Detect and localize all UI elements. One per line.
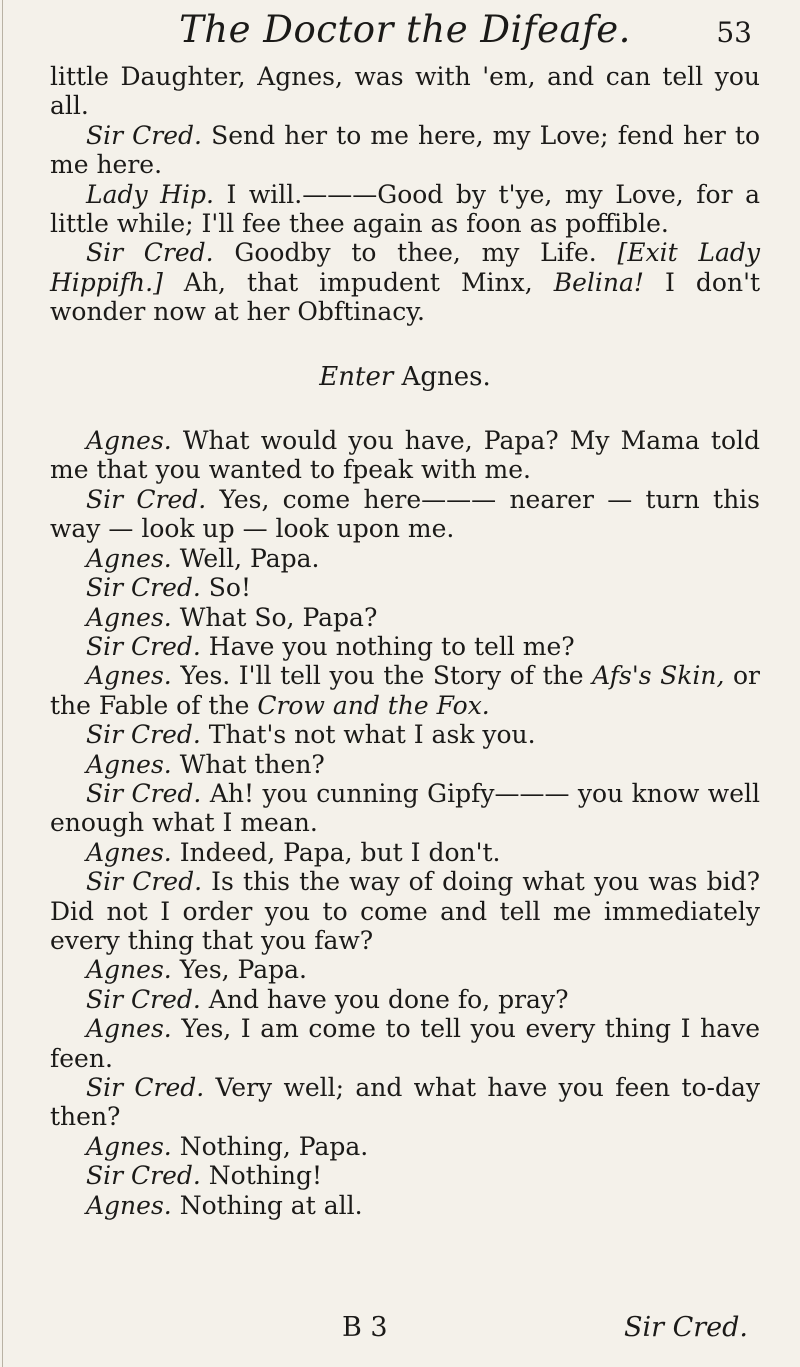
speech-text: Yes, Papa.: [179, 955, 307, 985]
stage-entry-label: Enter: [319, 361, 394, 392]
dialogue-line: [50, 573, 760, 602]
story-title: Afs's Skin,: [592, 661, 725, 691]
speech-text: What would you have, Papa? My Mama told me that you wanted to fpeak with me.: [50, 426, 760, 485]
speaker-name: Sir Cred.: [86, 720, 201, 750]
speech-text: Yes. I'll tell you the Story of the: [180, 661, 584, 691]
passage-0: [50, 62, 760, 121]
speech-text: Nothing!: [208, 1161, 323, 1191]
speech-text: Send her to me here, my Love; fend her to me here.: [50, 120, 760, 180]
speaker-name: Agnes.: [86, 837, 172, 867]
speaker-name: Agnes.: [86, 661, 172, 691]
page-footer: [50, 1312, 760, 1352]
speech-text: Well, Papa.: [179, 543, 320, 573]
speaker-name: Agnes.: [86, 1014, 172, 1044]
speaker-name: Agnes.: [86, 602, 172, 632]
passage-1: [50, 121, 760, 180]
speech-text: Nothing, Papa.: [179, 1131, 369, 1161]
stage-entry: [50, 363, 760, 392]
passage-3: [50, 238, 760, 326]
dialogue-line: [50, 1132, 760, 1161]
speech-text: I don't wonder now at her Obftinacy.: [50, 267, 760, 327]
speech-text: Is this the way of doing what you was bid? Did not I order you to come and tell me immediately every thing that you faw?: [50, 867, 761, 955]
speech-text: What then?: [179, 749, 325, 779]
dialogue-line: [50, 1161, 760, 1190]
emphasis-name: Belina!: [553, 267, 644, 297]
speech-text: Have you nothing to tell me?: [208, 631, 575, 661]
dialogue-line: [50, 426, 760, 485]
running-title: The Doctor the Difeafe.: [179, 8, 631, 51]
speaker-name: Agnes.: [86, 1190, 172, 1220]
dialogue-line: [50, 720, 760, 749]
speech-text: Yes, I am come to tell you every thing I have feen.: [50, 1014, 760, 1073]
speaker-name: Sir Cred.: [86, 631, 201, 661]
speaker-name: Sir Cred.: [86, 120, 202, 150]
speaker-name: Sir Cred.: [86, 573, 201, 603]
speaker-name: Sir Cred.: [86, 1073, 205, 1102]
speaker-name: Sir Cred.: [86, 484, 207, 514]
speech-text: That's not what I ask you.: [208, 720, 536, 750]
dialogue-line: [50, 955, 760, 984]
dialogue-line: [50, 838, 760, 867]
signature-mark: B 3: [342, 1312, 388, 1343]
speech-text: So!: [208, 573, 252, 603]
speaker-name: Sir Cred.: [86, 778, 202, 808]
dialogue-line: [50, 779, 760, 838]
dialogue-line: [50, 1191, 760, 1220]
dialogue-line: [50, 485, 760, 544]
speech-text: or the Fable of the: [50, 661, 761, 720]
speaker-name: Agnes.: [86, 955, 172, 985]
play-text: [50, 62, 760, 1220]
speech-text: What So, Papa?: [179, 602, 378, 632]
speaker-name: Sir Cred.: [86, 238, 214, 268]
page-header: [50, 0, 760, 62]
dialogue-line: [50, 661, 760, 720]
passage-text: little Daughter, Agnes, was with 'em, and can tell you all.: [50, 62, 760, 121]
speech-text: Ah! you cunning Gipfy——— you know well enough what I mean.: [50, 778, 760, 838]
dialogue-line: [50, 867, 760, 955]
dialogue-line: [50, 1073, 760, 1132]
speech-text: Nothing at all.: [179, 1190, 363, 1220]
speaker-name: Sir Cred.: [86, 867, 203, 897]
fable-title: Crow and the Fox.: [257, 690, 490, 720]
speech-text: Very well; and what have you feen to-day then?: [50, 1073, 761, 1132]
speaker-name: Agnes.: [86, 1131, 172, 1161]
stage-direction: [Exit Lady Hippifh.]: [50, 238, 761, 297]
speaker-name: Sir Cred.: [86, 984, 201, 1014]
dialogue-line: [50, 544, 760, 573]
dialogue-line: [50, 985, 760, 1014]
speech-text: Goodby to thee, my Life.: [234, 238, 597, 268]
page-number: 53: [716, 16, 752, 49]
speech-text: And have you done fo, pray?: [208, 984, 569, 1014]
speaker-name: Agnes.: [86, 426, 172, 456]
dialogue-line: [50, 1014, 760, 1073]
speech-text: I will.———Good by t'ye, my Love, for a little while; I'll fee thee again as foon as poffible.: [50, 179, 760, 239]
catchword: Sir Cred.: [623, 1312, 748, 1343]
speaker-name: Lady Hip.: [86, 179, 214, 209]
speech-text: Yes, come here——— nearer — turn this way — look up — look upon me.: [50, 484, 760, 544]
dialogue-line: [50, 632, 760, 661]
dialogue-line: [50, 750, 760, 779]
speech-text: Indeed, Papa, but I don't.: [179, 837, 501, 867]
speaker-name: Sir Cred.: [86, 1161, 201, 1191]
speech-text: Ah, that impudent Minx,: [183, 267, 533, 297]
dialogue-line: [50, 603, 760, 632]
speaker-name: Agnes.: [86, 749, 172, 779]
speaker-name: Agnes.: [86, 543, 172, 573]
passage-2: [50, 180, 760, 239]
stage-entry-name: Agnes.: [401, 361, 491, 392]
